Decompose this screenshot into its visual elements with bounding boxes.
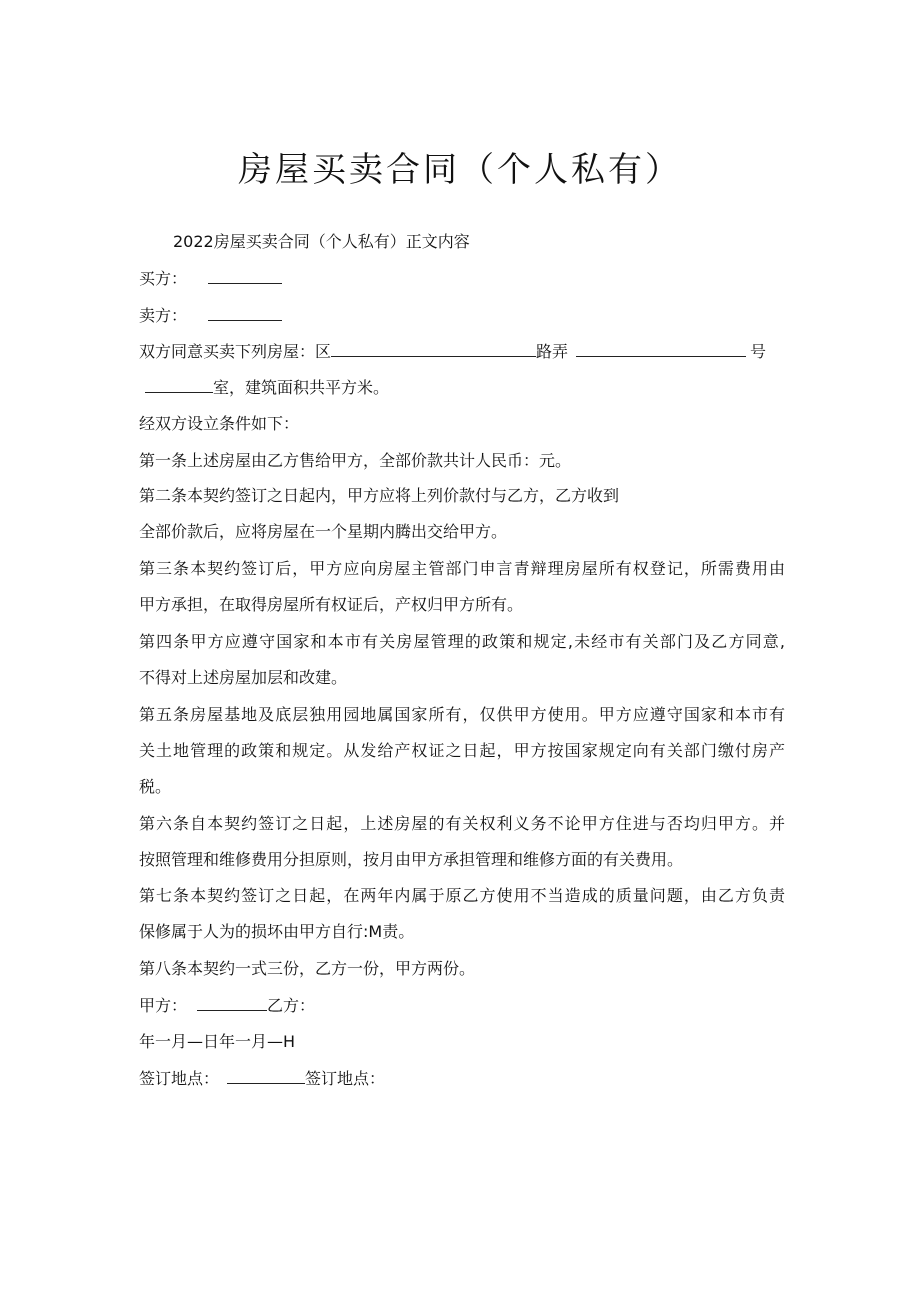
seller-blank: [208, 305, 282, 321]
party-a-label: 甲方：: [139, 996, 188, 1015]
place-a-label: 签订地点：: [139, 1069, 220, 1088]
district-blank: [331, 341, 536, 357]
area-line: [139, 377, 389, 399]
buyer-line: [139, 268, 282, 290]
party-b-label: 乙方：: [267, 996, 316, 1015]
seller-line: [139, 305, 282, 327]
house-road-label: 路弄: [536, 342, 569, 361]
article-3-line-2: 甲方承担，在取得房屋所有权证后，产权归甲方所有。: [139, 595, 524, 614]
article-2-line-2: 全部价款后，应将房屋在一个星期内腾出交给甲方。: [139, 522, 508, 541]
article-5-line-1: 第五条房屋基地及底层独用园地属国家所有，仅供甲方使用。甲方应遵守国家和本市有: [139, 705, 785, 724]
house-district-label: 双方同意买卖下列房屋：区: [139, 342, 332, 361]
house-line: [139, 341, 766, 363]
article-6-line-1: 第六条自本契约签订之日起，上述房屋的有关权利义务不论甲方住进与否均归甲方。并: [139, 814, 785, 833]
room-blank: [145, 377, 213, 393]
sign-date-line: 年一月—日年一月—H: [139, 1032, 296, 1051]
article-7-line-1: 第七条本契约签订之日起，在两年内属于原乙方使用不当造成的质量问题，由乙方负责: [139, 886, 785, 905]
parties-line: [139, 995, 315, 1017]
article-5-line-2: 关土地管理的政策和规定。从发给产权证之日起，甲方按国家规定向有关部门缴付房产: [139, 741, 785, 760]
house-area-text: 室，建筑面积共平方米。: [213, 378, 390, 397]
article-7-line-2: 保修属于人为的损坏由甲方自行:M责。: [139, 922, 415, 941]
article-8: 第八条本契约一式三份，乙方一份，甲方两份。: [139, 959, 476, 978]
article-4-line-2: 不得对上述房屋加层和改建。: [139, 668, 348, 687]
document-title: 房屋买卖合同（个人私有）: [238, 150, 682, 190]
article-5-line-3: 税。: [139, 777, 172, 796]
place-a-blank: [227, 1068, 305, 1084]
road-blank: [576, 341, 746, 357]
house-number-label: 号: [750, 342, 767, 361]
document-subtitle: 2022房屋买卖合同（个人私有）正文内容: [173, 232, 470, 251]
place-b-label: 签订地点：: [305, 1069, 386, 1088]
article-3-line-1: 第三条本契约签订后，甲方应向房屋主管部门申言青辩理房屋所有权登记，所需费用由: [139, 559, 785, 578]
buyer-blank: [208, 268, 282, 284]
sign-place-line: [139, 1068, 385, 1090]
party-a-blank: [197, 995, 267, 1011]
article-6-line-2: 按照管理和维修费用分担原则，按月由甲方承担管理和维修方面的有关费用。: [139, 850, 684, 869]
article-1: 第一条上述房屋由乙方售给甲方，全部价款共计人民币：元。: [139, 451, 572, 470]
seller-label: 卖方：: [139, 306, 188, 325]
article-2-line-1: 第二条本契约签订之日起内，甲方应将上列价款付与乙方，乙方收到: [139, 486, 620, 505]
article-4-line-1: 第四条甲方应遵守国家和本市有关房屋管理的政策和规定,未经市有关部门及乙方同意,: [139, 632, 785, 651]
conditions-intro: 经双方设立条件如下：: [139, 414, 300, 433]
buyer-label: 买方：: [139, 269, 188, 288]
